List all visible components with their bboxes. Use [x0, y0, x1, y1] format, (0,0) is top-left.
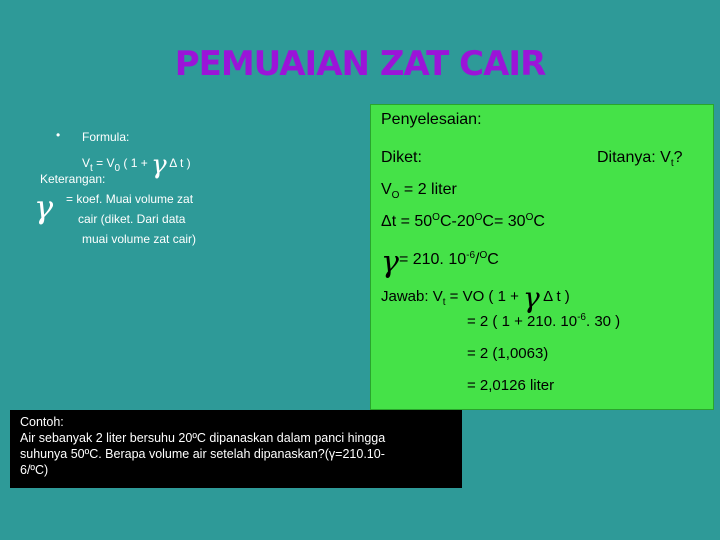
gamma-symbol: γ: [381, 245, 399, 280]
ditanya-label: Ditanya: $V_t$?: [597, 149, 683, 169]
gamma-symbol-large: γ: [34, 188, 54, 226]
formula-expression: $V_t = V_0$ ( 1 + γ Δ t ): [82, 150, 191, 180]
bullet: •: [56, 128, 61, 142]
gamma-symbol: γ: [523, 281, 540, 314]
example-label: Contoh:: [20, 415, 64, 429]
definition-line-2: cair (diket. Dari data: [78, 212, 186, 226]
given-v0: $V_O = 2$ liter: [381, 181, 457, 201]
step-2: = 2 (1,0063): [467, 345, 549, 362]
example-text-line-2: suhunya 50ºC. Berapa volume air setelah dipanaskan?(γ=210.10-: [20, 447, 385, 461]
solution-heading: Penyelesaian:: [381, 111, 482, 128]
example-box: [10, 410, 462, 488]
example-text-line-3: 6/ºC): [20, 463, 49, 477]
definition-line-3: muai volume zat cair): [82, 232, 197, 246]
step-1: = 2 ( 1 + 210. $10^{-6}$. 30 ): [467, 312, 621, 330]
jawab-line: Jawab: $V_t$ = VO ( 1 + γ Δ t ): [381, 281, 570, 314]
diket-label: Diket:: [381, 149, 422, 166]
keterangan-label: Keterangan:: [40, 172, 106, 186]
formula-label: Formula:: [82, 130, 130, 144]
page-title: PEMUAIAN ZAT CAIR: [174, 44, 546, 84]
example-text-line-1: Air sebanyak 2 liter bersuhu 20ºC dipanaskan dalam panci hingga: [20, 431, 386, 445]
given-gamma: γ= 210. $10^{-6}/^OC$: [381, 245, 499, 280]
given-delta-t: $\Delta t = 50^OC-20^OC= 30^OC$: [381, 212, 545, 230]
step-3: = 2,0126 liter: [467, 377, 555, 394]
definition-line-1: = koef. Muai volume zat: [66, 192, 194, 206]
gamma-symbol: γ: [151, 150, 167, 180]
solution-panel: [370, 104, 714, 410]
